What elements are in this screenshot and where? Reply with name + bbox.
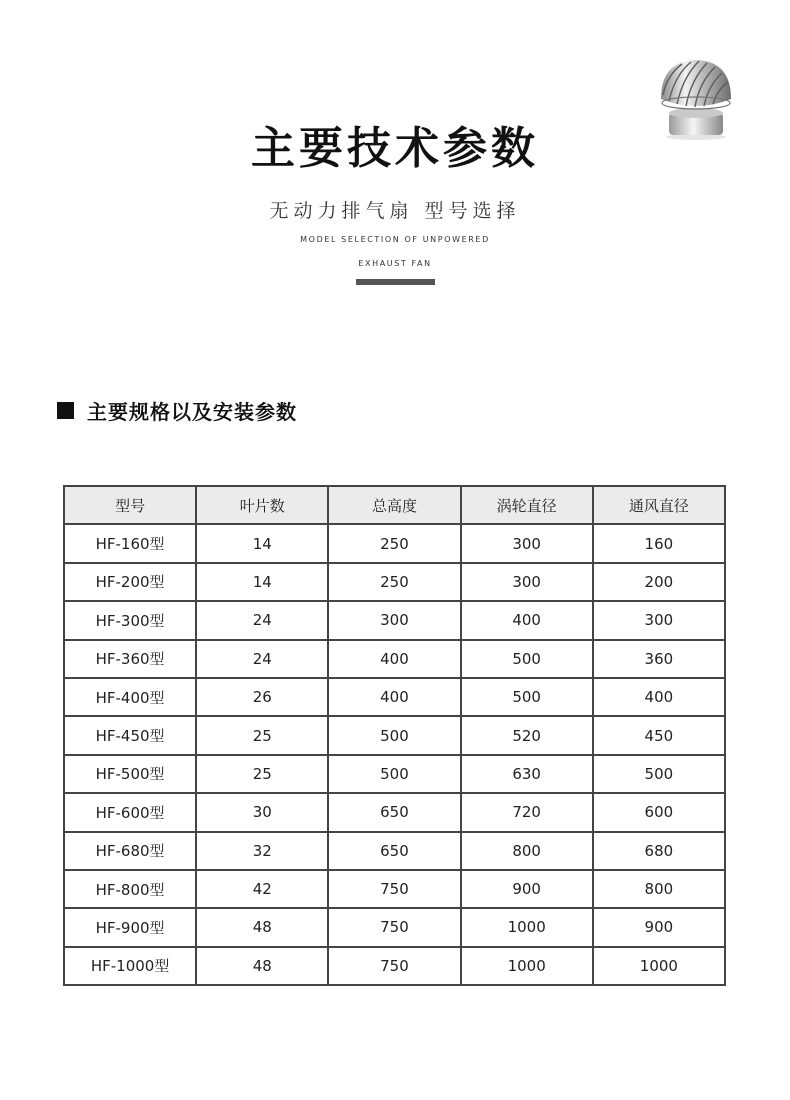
page-subtitle: 无动力排气扇 型号选择: [269, 200, 521, 222]
table-row: [64, 870, 725, 908]
table-cell: 900: [461, 870, 593, 908]
column-header: 型号: [64, 486, 196, 524]
table-cell: HF-800型: [64, 870, 196, 908]
table-row: [64, 716, 725, 754]
table-cell: 160: [593, 524, 725, 562]
table-cell: 680: [593, 832, 725, 870]
table-cell: 250: [328, 563, 460, 601]
table-cell: 200: [593, 563, 725, 601]
table-row: [64, 793, 725, 831]
table-cell: 24: [196, 640, 328, 678]
table-row: [64, 755, 725, 793]
table-cell: 300: [461, 563, 593, 601]
table-cell: 500: [461, 678, 593, 716]
table-cell: 650: [328, 832, 460, 870]
table-cell: 500: [593, 755, 725, 793]
table-cell: 26: [196, 678, 328, 716]
table-cell: HF-160型: [64, 524, 196, 562]
table-row: [64, 640, 725, 678]
section-heading: [57, 396, 297, 425]
table-cell: 750: [328, 947, 460, 985]
table-cell: 800: [461, 832, 593, 870]
table-row: [64, 524, 725, 562]
table-cell: HF-300型: [64, 601, 196, 639]
table-cell: 25: [196, 716, 328, 754]
table-row: [64, 832, 725, 870]
table-cell: 1000: [461, 908, 593, 946]
table-cell: HF-600型: [64, 793, 196, 831]
table-cell: 30: [196, 793, 328, 831]
table-row: [64, 908, 725, 946]
table-cell: 900: [593, 908, 725, 946]
table-row: [64, 947, 725, 985]
table-header-row: [64, 486, 725, 524]
table-cell: 450: [593, 716, 725, 754]
table-cell: HF-450型: [64, 716, 196, 754]
table-cell: 250: [328, 524, 460, 562]
table-cell: 300: [461, 524, 593, 562]
table-cell: 1000: [461, 947, 593, 985]
table-cell: 500: [328, 755, 460, 793]
table-cell: 500: [328, 716, 460, 754]
column-header: 涡轮直径: [461, 486, 593, 524]
table-cell: 400: [328, 640, 460, 678]
table-cell: 630: [461, 755, 593, 793]
table-cell: HF-360型: [64, 640, 196, 678]
column-header: 总高度: [328, 486, 460, 524]
section-heading-label: 主要规格以及安装参数: [87, 400, 297, 424]
table-cell: HF-200型: [64, 563, 196, 601]
table-cell: 360: [593, 640, 725, 678]
table-cell: 600: [593, 793, 725, 831]
table-cell: 1000: [593, 947, 725, 985]
table-cell: HF-500型: [64, 755, 196, 793]
table-cell: 720: [461, 793, 593, 831]
table-cell: 14: [196, 524, 328, 562]
table-cell: 42: [196, 870, 328, 908]
table-cell: 400: [328, 678, 460, 716]
black-square-icon: [57, 402, 74, 419]
column-header: 叶片数: [196, 486, 328, 524]
table-cell: 520: [461, 716, 593, 754]
table-row: [64, 563, 725, 601]
table-cell: 14: [196, 563, 328, 601]
table-cell: 24: [196, 601, 328, 639]
table-cell: 800: [593, 870, 725, 908]
table-cell: 750: [328, 870, 460, 908]
english-subtitle-line-2: EXHAUST FAN: [358, 259, 432, 268]
table-cell: 500: [461, 640, 593, 678]
table-cell: 25: [196, 755, 328, 793]
table-cell: 400: [461, 601, 593, 639]
table-cell: 400: [593, 678, 725, 716]
table-cell: HF-400型: [64, 678, 196, 716]
page-title: 主要技术参数: [251, 123, 539, 174]
table-row: [64, 601, 725, 639]
table-cell: 48: [196, 947, 328, 985]
table-cell: 650: [328, 793, 460, 831]
table-cell: 750: [328, 908, 460, 946]
english-subtitle-line-1: MODEL SELECTION OF UNPOWERED: [300, 235, 490, 244]
table-cell: 300: [593, 601, 725, 639]
table-row: [64, 678, 725, 716]
table-cell: 48: [196, 908, 328, 946]
table-cell: HF-680型: [64, 832, 196, 870]
spec-table: [63, 485, 726, 986]
table-cell: HF-900型: [64, 908, 196, 946]
table-cell: 32: [196, 832, 328, 870]
title-underline-bar: [356, 279, 435, 285]
table-cell: HF-1000型: [64, 947, 196, 985]
column-header: 通风直径: [593, 486, 725, 524]
table-cell: 300: [328, 601, 460, 639]
